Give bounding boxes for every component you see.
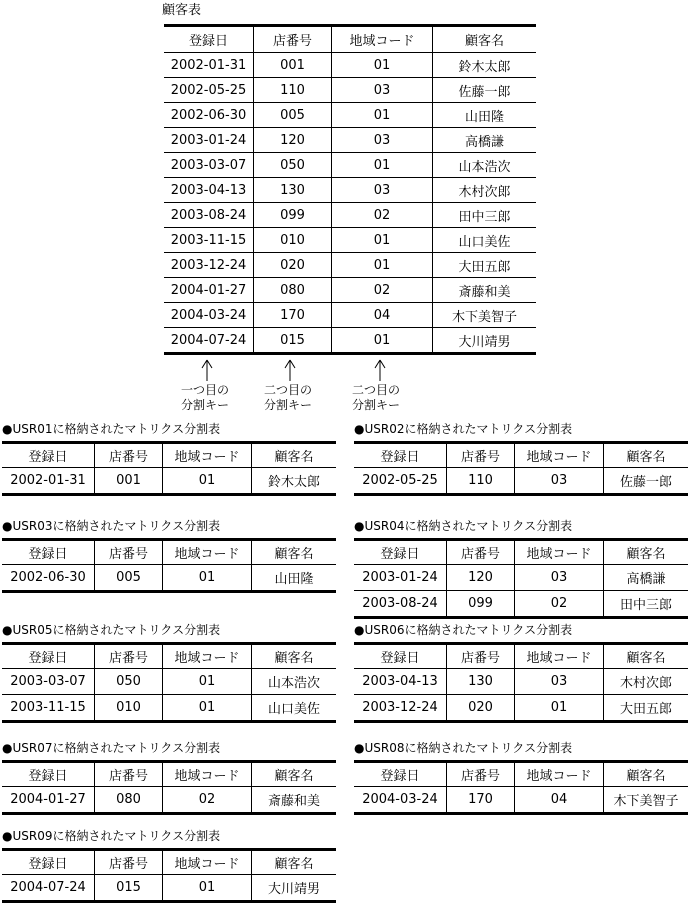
partition-key-label bbox=[181, 383, 229, 413]
header-row bbox=[164, 26, 536, 53]
cell: 高橋謙 bbox=[433, 128, 537, 153]
table-row bbox=[164, 178, 536, 203]
header-row bbox=[2, 644, 336, 669]
partition-table-block-usr01 bbox=[2, 421, 337, 496]
cell: 04 bbox=[332, 303, 433, 328]
partition-table-usr02 bbox=[354, 441, 688, 496]
partition-table-title: ●USR09に格納されたマトリクス分割表 bbox=[2, 829, 221, 843]
header-row bbox=[354, 644, 688, 669]
partition-table-title: ●USR07に格納されたマトリクス分割表 bbox=[2, 741, 221, 755]
table-row bbox=[164, 303, 536, 328]
partition-table-title: ●USR01に格納されたマトリクス分割表 bbox=[2, 422, 221, 436]
cell: 03 bbox=[515, 669, 604, 695]
column-header: 顧客名 bbox=[252, 850, 337, 875]
header-row bbox=[2, 850, 336, 875]
partition-table-usr01 bbox=[2, 441, 336, 496]
partition-key-label bbox=[264, 383, 312, 413]
cell: 02 bbox=[515, 591, 604, 618]
column-header: 顧客名 bbox=[604, 644, 689, 669]
cell: 2004-01-27 bbox=[164, 278, 254, 303]
column-header: 登録日 bbox=[2, 762, 95, 787]
customer-table bbox=[164, 24, 536, 355]
table-row bbox=[2, 468, 336, 495]
column-header: 店番号 bbox=[447, 762, 515, 787]
cell: 020 bbox=[254, 253, 332, 278]
cell: 02 bbox=[332, 203, 433, 228]
column-header: 地域コード bbox=[515, 644, 604, 669]
header-row bbox=[354, 443, 688, 468]
column-header: 登録日 bbox=[164, 26, 254, 53]
partition-table-usr08 bbox=[354, 760, 688, 815]
cell: 2003-08-24 bbox=[362, 596, 438, 611]
column-header: 登録日 bbox=[354, 443, 447, 468]
table-row bbox=[164, 103, 536, 128]
column-header: 地域コード bbox=[515, 443, 604, 468]
cell: 2004-07-24 bbox=[10, 880, 86, 895]
column-header: 登録日 bbox=[2, 443, 95, 468]
cell: 099 bbox=[254, 203, 332, 228]
cell: 大田五郎 bbox=[433, 253, 537, 278]
table-row bbox=[354, 669, 688, 695]
column-header: 地域コード bbox=[163, 762, 252, 787]
cell: 山田隆 bbox=[252, 565, 337, 592]
cell: 2004-07-24 bbox=[170, 332, 247, 348]
partition-table-title: ●USR03に格納されたマトリクス分割表 bbox=[2, 519, 221, 533]
cell: 2003-04-13 bbox=[164, 178, 254, 203]
cell: 斎藤和美 bbox=[433, 278, 537, 303]
partition-table-block-usr05 bbox=[2, 622, 337, 723]
cell: 005 bbox=[254, 103, 332, 128]
cell: 2003-04-13 bbox=[354, 669, 447, 695]
cell: 080 bbox=[95, 787, 163, 814]
cell: 130 bbox=[254, 178, 332, 203]
table-row bbox=[164, 153, 536, 178]
cell: 佐藤一郎 bbox=[604, 468, 689, 495]
cell: 山本浩次 bbox=[433, 153, 537, 178]
column-header: 登録日 bbox=[354, 762, 447, 787]
partition-key-label bbox=[352, 383, 400, 413]
cell: 2004-03-24 bbox=[164, 303, 254, 328]
partition-table-title: ●USR08に格納されたマトリクス分割表 bbox=[354, 741, 573, 755]
column-header: 登録日 bbox=[354, 644, 447, 669]
cell: 2003-11-15 bbox=[10, 700, 86, 715]
cell: 01 bbox=[163, 565, 252, 592]
table-row bbox=[164, 78, 536, 103]
cell: 015 bbox=[95, 875, 163, 902]
column-header: 地域コード bbox=[515, 540, 604, 565]
cell: 001 bbox=[254, 53, 332, 78]
cell: 2003-03-07 bbox=[164, 153, 254, 178]
cell: 2002-05-25 bbox=[164, 78, 254, 103]
column-header: 登録日 bbox=[2, 644, 95, 669]
partition-table-block-usr03 bbox=[2, 518, 337, 593]
partition-key-label-line1: 二つ目の bbox=[352, 383, 401, 397]
table-row bbox=[164, 253, 536, 278]
partition-table-usr04 bbox=[354, 538, 688, 619]
cell: 01 bbox=[163, 695, 252, 722]
cell: 01 bbox=[332, 228, 433, 253]
table-row bbox=[354, 468, 688, 495]
cell: 03 bbox=[332, 178, 433, 203]
partition-key-label-line1: 二つ目の bbox=[264, 383, 313, 397]
partition-table-block-usr08 bbox=[354, 740, 689, 815]
cell: 04 bbox=[515, 787, 604, 814]
cell: 03 bbox=[515, 468, 604, 495]
cell: 2002-05-25 bbox=[362, 473, 438, 488]
table-row bbox=[2, 695, 336, 722]
cell: 山田隆 bbox=[433, 103, 537, 128]
column-header: 顧客名 bbox=[252, 540, 337, 565]
partition-table-usr05 bbox=[2, 642, 336, 723]
cell: 01 bbox=[332, 253, 433, 278]
column-header: 顧客名 bbox=[604, 540, 689, 565]
cell: 130 bbox=[447, 669, 515, 695]
cell: 005 bbox=[95, 565, 163, 592]
partition-key-label-line2: 分割キー bbox=[264, 398, 313, 412]
cell: 120 bbox=[447, 565, 515, 591]
cell: 木村次郎 bbox=[604, 669, 689, 695]
partition-table-title: ●USR06に格納されたマトリクス分割表 bbox=[354, 623, 573, 637]
cell: 170 bbox=[447, 787, 515, 814]
cell: 高橋謙 bbox=[604, 565, 689, 591]
cell: 田中三郎 bbox=[604, 591, 689, 618]
cell: 山本浩次 bbox=[252, 669, 337, 695]
table-row bbox=[164, 328, 536, 354]
column-header: 地域コード bbox=[163, 850, 252, 875]
cell: 099 bbox=[447, 591, 515, 618]
cell: 03 bbox=[515, 565, 604, 591]
cell: 2003-01-24 bbox=[354, 565, 447, 591]
column-header: 店番号 bbox=[95, 762, 163, 787]
cell: 010 bbox=[254, 228, 332, 253]
column-header: 登録日 bbox=[2, 850, 95, 875]
column-header: 店番号 bbox=[447, 540, 515, 565]
cell: 03 bbox=[332, 78, 433, 103]
cell: 鈴木太郎 bbox=[252, 468, 337, 495]
column-header: 店番号 bbox=[95, 540, 163, 565]
cell: 鈴木太郎 bbox=[433, 53, 537, 78]
cell: 050 bbox=[95, 669, 163, 695]
column-header: 顧客名 bbox=[604, 762, 689, 787]
partition-table-block-usr09 bbox=[2, 828, 337, 903]
table-row bbox=[354, 787, 688, 814]
cell: 2004-01-27 bbox=[10, 792, 86, 807]
table-row bbox=[2, 669, 336, 695]
arrow-up-icon bbox=[199, 357, 215, 381]
cell: 01 bbox=[163, 669, 252, 695]
column-header: 登録日 bbox=[2, 540, 95, 565]
cell: 010 bbox=[95, 695, 163, 722]
header-row bbox=[354, 762, 688, 787]
table-row bbox=[2, 875, 336, 902]
cell: 01 bbox=[332, 328, 433, 354]
cell: 2003-12-24 bbox=[164, 253, 254, 278]
cell: 03 bbox=[332, 128, 433, 153]
table-row bbox=[164, 203, 536, 228]
column-header: 地域コード bbox=[515, 762, 604, 787]
cell: 02 bbox=[332, 278, 433, 303]
header-row bbox=[354, 540, 688, 565]
column-header: 顧客名 bbox=[252, 443, 337, 468]
table-row bbox=[164, 278, 536, 303]
partition-table-usr03 bbox=[2, 538, 336, 593]
partition-key-label-line2: 分割キー bbox=[352, 398, 401, 412]
partition-table-block-usr02 bbox=[354, 421, 689, 496]
table-row bbox=[354, 591, 688, 618]
cell: 木村次郎 bbox=[433, 178, 537, 203]
column-header: 登録日 bbox=[354, 540, 447, 565]
cell: 田中三郎 bbox=[433, 203, 537, 228]
cell: 大田五郎 bbox=[604, 695, 689, 722]
customer-table-title: 顧客表 bbox=[162, 3, 202, 18]
partition-table-block-usr07 bbox=[2, 740, 337, 815]
table-row bbox=[354, 565, 688, 591]
cell: 02 bbox=[163, 787, 252, 814]
cell: 01 bbox=[163, 875, 252, 902]
cell: 2002-01-31 bbox=[164, 53, 254, 78]
cell: 110 bbox=[254, 78, 332, 103]
cell: 01 bbox=[332, 53, 433, 78]
column-header: 店番号 bbox=[254, 26, 332, 53]
column-header: 店番号 bbox=[95, 850, 163, 875]
cell: 01 bbox=[163, 468, 252, 495]
column-header: 地域コード bbox=[163, 443, 252, 468]
cell: 木下美智子 bbox=[604, 787, 689, 814]
cell: 110 bbox=[447, 468, 515, 495]
cell: 170 bbox=[254, 303, 332, 328]
cell: 120 bbox=[254, 128, 332, 153]
column-header: 店番号 bbox=[447, 443, 515, 468]
partition-table-title: ●USR04に格納されたマトリクス分割表 bbox=[354, 519, 573, 533]
partition-key-label-line1: 一つ目の bbox=[181, 383, 230, 397]
cell: 2003-11-15 bbox=[164, 228, 254, 253]
column-header: 店番号 bbox=[95, 443, 163, 468]
header-row bbox=[2, 443, 336, 468]
cell: 080 bbox=[254, 278, 332, 303]
arrow-up-icon bbox=[372, 357, 388, 381]
cell: 斎藤和美 bbox=[252, 787, 337, 814]
column-header: 顧客名 bbox=[433, 26, 537, 53]
partition-table-block-usr06 bbox=[354, 622, 689, 723]
cell: 山口美佐 bbox=[433, 228, 537, 253]
cell: 2002-06-30 bbox=[10, 570, 86, 585]
cell: 2003-01-24 bbox=[164, 128, 254, 153]
table-row bbox=[354, 695, 688, 722]
cell: 2004-03-24 bbox=[362, 792, 438, 807]
cell: 2002-06-30 bbox=[164, 103, 254, 128]
table-row bbox=[164, 128, 536, 153]
partition-table-title: ●USR05に格納されたマトリクス分割表 bbox=[2, 623, 221, 637]
cell: 050 bbox=[254, 153, 332, 178]
cell: 大川靖男 bbox=[252, 875, 337, 902]
cell: 01 bbox=[332, 103, 433, 128]
column-header: 地域コード bbox=[163, 644, 252, 669]
header-row bbox=[2, 762, 336, 787]
column-header: 顧客名 bbox=[252, 644, 337, 669]
table-row bbox=[164, 228, 536, 253]
column-header: 顧客名 bbox=[252, 762, 337, 787]
partition-table-usr06 bbox=[354, 642, 688, 723]
partition-table-usr07 bbox=[2, 760, 336, 815]
cell: 020 bbox=[447, 695, 515, 722]
cell: 01 bbox=[332, 153, 433, 178]
cell: 01 bbox=[515, 695, 604, 722]
table-row bbox=[2, 787, 336, 814]
cell: 佐藤一郎 bbox=[433, 78, 537, 103]
cell: 木下美智子 bbox=[433, 303, 537, 328]
partition-key-label-line2: 分割キー bbox=[181, 398, 230, 412]
cell: 大川靖男 bbox=[433, 328, 537, 354]
cell: 山口美佐 bbox=[252, 695, 337, 722]
cell: 001 bbox=[95, 468, 163, 495]
cell: 2003-12-24 bbox=[362, 700, 438, 715]
column-header: 地域コード bbox=[332, 26, 433, 53]
column-header: 店番号 bbox=[447, 644, 515, 669]
header-row bbox=[2, 540, 336, 565]
cell: 2002-01-31 bbox=[10, 473, 86, 488]
partition-table-block-usr04 bbox=[354, 518, 689, 619]
table-row bbox=[2, 565, 336, 592]
arrow-up-icon bbox=[282, 357, 298, 381]
cell: 015 bbox=[254, 328, 332, 354]
column-header: 地域コード bbox=[163, 540, 252, 565]
column-header: 店番号 bbox=[95, 644, 163, 669]
cell: 2003-03-07 bbox=[2, 669, 95, 695]
partition-table-title: ●USR02に格納されたマトリクス分割表 bbox=[354, 422, 573, 436]
table-row bbox=[164, 53, 536, 78]
cell: 2003-08-24 bbox=[164, 203, 254, 228]
partition-table-usr09 bbox=[2, 848, 336, 903]
column-header: 顧客名 bbox=[604, 443, 689, 468]
